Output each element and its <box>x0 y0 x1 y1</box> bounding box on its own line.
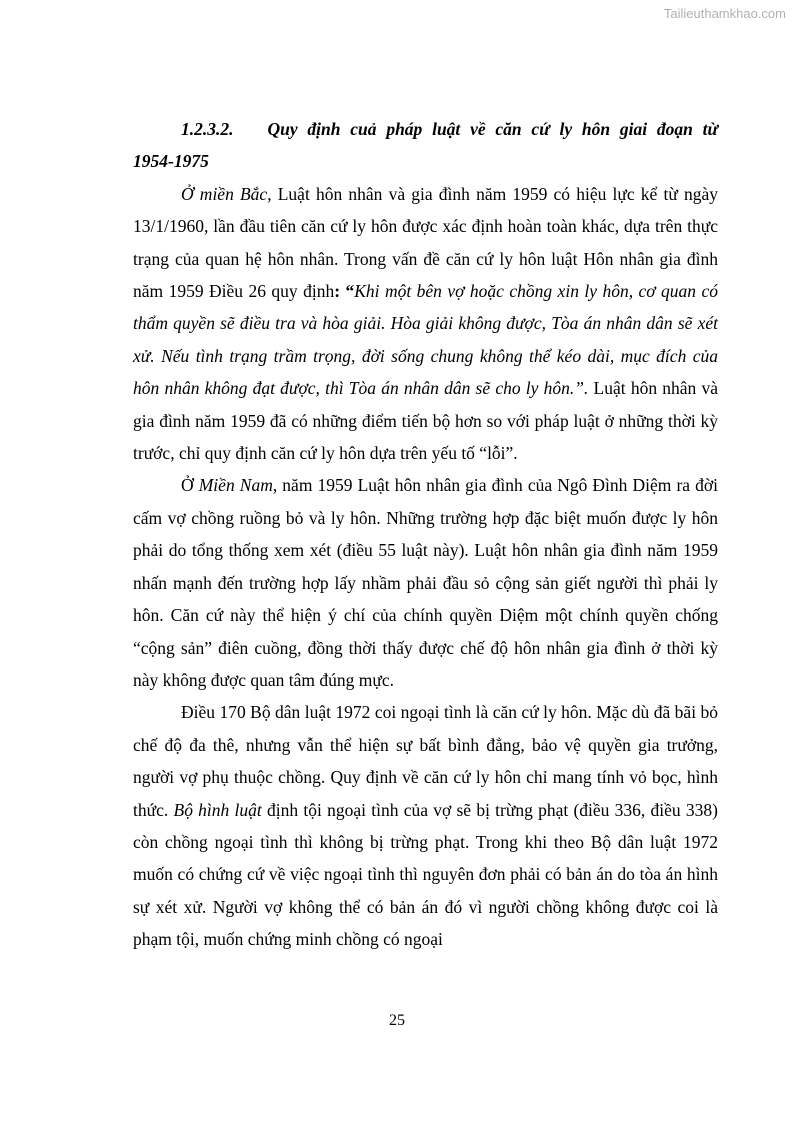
p3-text2: định tội ngoại tình của vợ sẽ bị trừng phạt (điều 336, điều 338) còn chồng ngoại tình thì không bị trừng phạt. Trong khi theo Bộ dân luật 1972 muốn có chứng cứ về việc ngoại tình thì nguyên đơn phải có bản án do tòa án hình sự xét xử. Người vợ không thể có bản án đó vì người chồng không được coi là phạm tội, muốn chứng minh chồng có ngoại <box>133 799 719 950</box>
p3-text1: Điều 170 Bộ dân luật 1972 coi ngoại tình là căn cứ ly hôn. Mặc dù đã bãi bỏ chế độ đa thê, nhưng vẫn thể hiện sự bất bình đẳng, bảo vệ quyền gia trưởng, người vợ phụ thuộc chồng. Quy định về căn cứ ly hôn chỉ mang tính vỏ bọc, hình thức. <box>133 702 718 820</box>
p1-colon: : <box>334 281 341 302</box>
section-title-cont: 1954-1975 <box>133 151 209 172</box>
p1-quote: Khi một bên vợ hoặc chồng xin ly hôn, cơ quan có thẩm quyền sẽ điều tra và hòa giải. Hòa giải không được, Tòa án nhân dân sẽ xét xử. Nếu tình trạng trầm trọng, đời sống chung không thể kéo dài, mục đích của hôn nhân không đạt được, thì Tòa án nhân dân sẽ cho ly hôn.”. <box>133 281 719 399</box>
p2-text: , năm 1959 Luật hôn nhân gia đình của Ngô Đình Diệm ra đời cấm vợ chồng ruồng bỏ và ly hôn. Những trường hợp đặc biệt muốn được ly hôn phải do tổng thống xem xét (điều 55 luật này). Luật hôn nhân gia đình năm 1959 nhấn mạnh đến trường hợp lấy nhầm phải đầu sỏ cộng sản giết người thì phải ly hôn. Căn cứ này thể hiện ý chí của chính quyền Diệm một chính quyền chống “cộng sản” điên cuồng, đồng thời thấy được chế độ hôn nhân gia đình ở thời kỳ này không được quan tâm đúng mực. <box>133 475 718 690</box>
section-heading <box>133 113 718 145</box>
p3-italic: Bộ hình luật <box>173 799 262 820</box>
page-number: 25 <box>389 1012 405 1029</box>
p1-lead: Ở miền Bắc, <box>181 183 272 204</box>
paragraph-south <box>133 469 718 696</box>
page-content <box>133 113 718 956</box>
p2-lead: Ở <box>181 475 199 496</box>
section-number: 1.2.3.2. <box>181 119 234 139</box>
section-title: Quy định cuả pháp luật về căn cứ ly hôn giai đoạn từ <box>267 119 718 139</box>
watermark: Tailieuthamkhao.com <box>663 6 786 21</box>
p2-lead-italic: Miền Nam <box>198 475 273 496</box>
p1-text: Luật hôn nhân và gia đình năm 1959 có hiệu lực kể từ ngày 13/1/1960, lần đầu tiên căn cứ ly hôn được xác định hoàn toàn khác, dựa trên thực trạng của quan hệ hôn nhân. Trong vấn đề căn cứ ly hôn luật Hôn nhân gia đình năm 1959 Điều 26 quy định <box>133 183 718 302</box>
p1-tail: Luật hôn nhân và gia đình năm 1959 đã có những điểm tiến bộ hơn so với pháp luật ở những thời kỳ trước, chỉ quy định căn cứ ly hôn dựa trên yếu tố “lỗi”. <box>133 378 718 464</box>
paragraph-north <box>133 178 718 470</box>
p1-open-quote: “ <box>340 281 355 302</box>
paragraph-article-170 <box>133 696 718 955</box>
